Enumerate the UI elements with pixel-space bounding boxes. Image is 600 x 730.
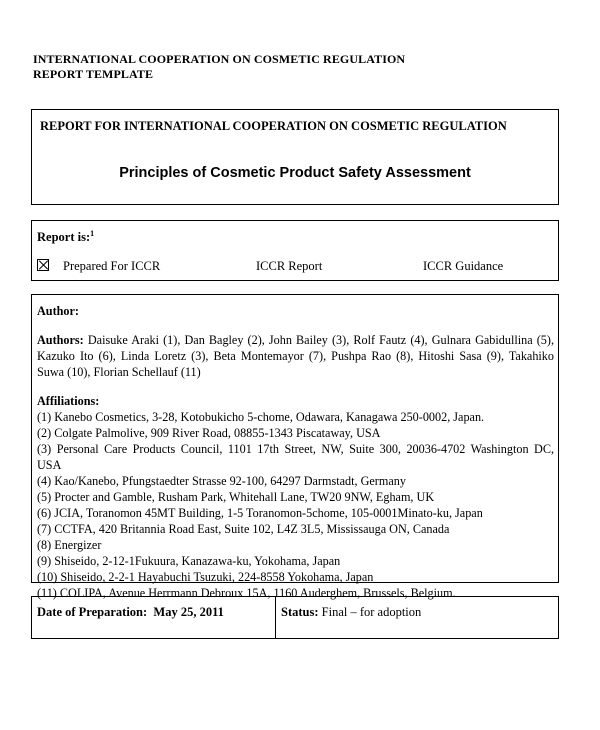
- authors-line: Suwa (10), Florian Schellauf (11): [37, 365, 201, 379]
- author-box: [31, 294, 559, 600]
- status-cell: [281, 605, 421, 620]
- affiliation-item: (8) Energizer: [37, 538, 102, 552]
- authors-label: Authors:: [37, 333, 84, 347]
- affiliation-item: (4) Kao/Kanebo, Pfungstaedter Strasse 92-100, 64297 Darmstadt, Germany: [37, 474, 406, 488]
- affiliations-list: [37, 409, 554, 601]
- affiliation-item: (11) COLIPA, Avenue Herrmann Debroux 15A, 1160 Auderghem, Brussels, Belgium.: [37, 586, 456, 600]
- title-box: [31, 109, 559, 205]
- footnote-mark: 1: [90, 229, 95, 238]
- authors-line: Kazuko Ito (6), Linda Loretz (3), Beta Montemayor (7), Pushpa Rao (8), Hitoshi Sasa (9), Takahiko: [37, 349, 554, 363]
- date-cell: [32, 597, 276, 638]
- report-subtitle: Principles of Cosmetic Product Safety Assessment: [119, 165, 471, 181]
- affiliation-item: (3) Personal Care Products Council, 1101 17th Street, NW, Suite 300, 20036-4702 Washington DC,: [37, 442, 554, 456]
- status-label: Status:: [281, 605, 319, 619]
- affiliations-label: Affiliations:: [37, 394, 100, 408]
- affiliation-item: (6) JCIA, Toranomon 45MT Building, 1-5 Toranomon-5chome, 105-0001Minato-ku, Japan: [37, 506, 483, 520]
- option-iccr-guidance[interactable]: ICCR Guidance: [423, 259, 504, 273]
- authors-paragraph: [37, 332, 554, 380]
- report-type-box: [31, 220, 559, 281]
- option-prepared-for-iccr[interactable]: Prepared For ICCR: [37, 259, 160, 274]
- report-heading: REPORT FOR INTERNATIONAL COOPERATION ON COSMETIC REGULATION: [40, 119, 507, 133]
- authors-line: Daisuke Araki (1), Dan Bagley (2), John Bailey (3), Rolf Fautz (4), Gulnara Gabidullina (5),: [87, 333, 554, 347]
- date-of-preparation: Date of Preparation: May 25, 2011: [37, 605, 224, 619]
- status-value: Final – for adoption: [321, 605, 422, 619]
- report-is-label: Report is:$^1$: [37, 229, 95, 245]
- affiliation-item: (1) Kanebo Cosmetics, 3-28, Kotobukicho 5-chome, Odawara, Kanagawa 250-0002, Japan.: [37, 410, 485, 424]
- date-value: May 25, 2011: [153, 605, 224, 619]
- checked-box-icon[interactable]: [37, 259, 49, 271]
- affiliation-item: (10) Shiseido, 2-2-1 Hayabuchi Tsuzuki, 224-8558 Yokohama, Japan: [37, 570, 374, 584]
- affiliation-item: (2) Colgate Palmolive, 909 River Road, 08855-1343 Piscataway, USA: [37, 426, 381, 440]
- document-header: [33, 52, 405, 82]
- affiliation-item: (7) CCTFA, 420 Britannia Road East, Suite 102, L4Z 3L5, Mississauga ON, Canada: [37, 522, 450, 536]
- option-iccr-report[interactable]: ICCR Report: [256, 259, 323, 273]
- header-line-2: REPORT TEMPLATE: [33, 67, 154, 81]
- author-label: Author:: [37, 304, 79, 318]
- affiliation-item: USA: [37, 458, 62, 472]
- preparation-status-box: [31, 596, 559, 639]
- header-line-1: INTERNATIONAL COOPERATION ON COSMETIC REGULATION: [33, 52, 406, 66]
- affiliation-item: (5) Procter and Gamble, Rusham Park, Whitehall Lane, TW20 9NW, Egham, UK: [37, 490, 435, 504]
- affiliation-item: (9) Shiseido, 2-12-1Fukuura, Kanazawa-ku, Yokohama, Japan: [37, 554, 341, 568]
